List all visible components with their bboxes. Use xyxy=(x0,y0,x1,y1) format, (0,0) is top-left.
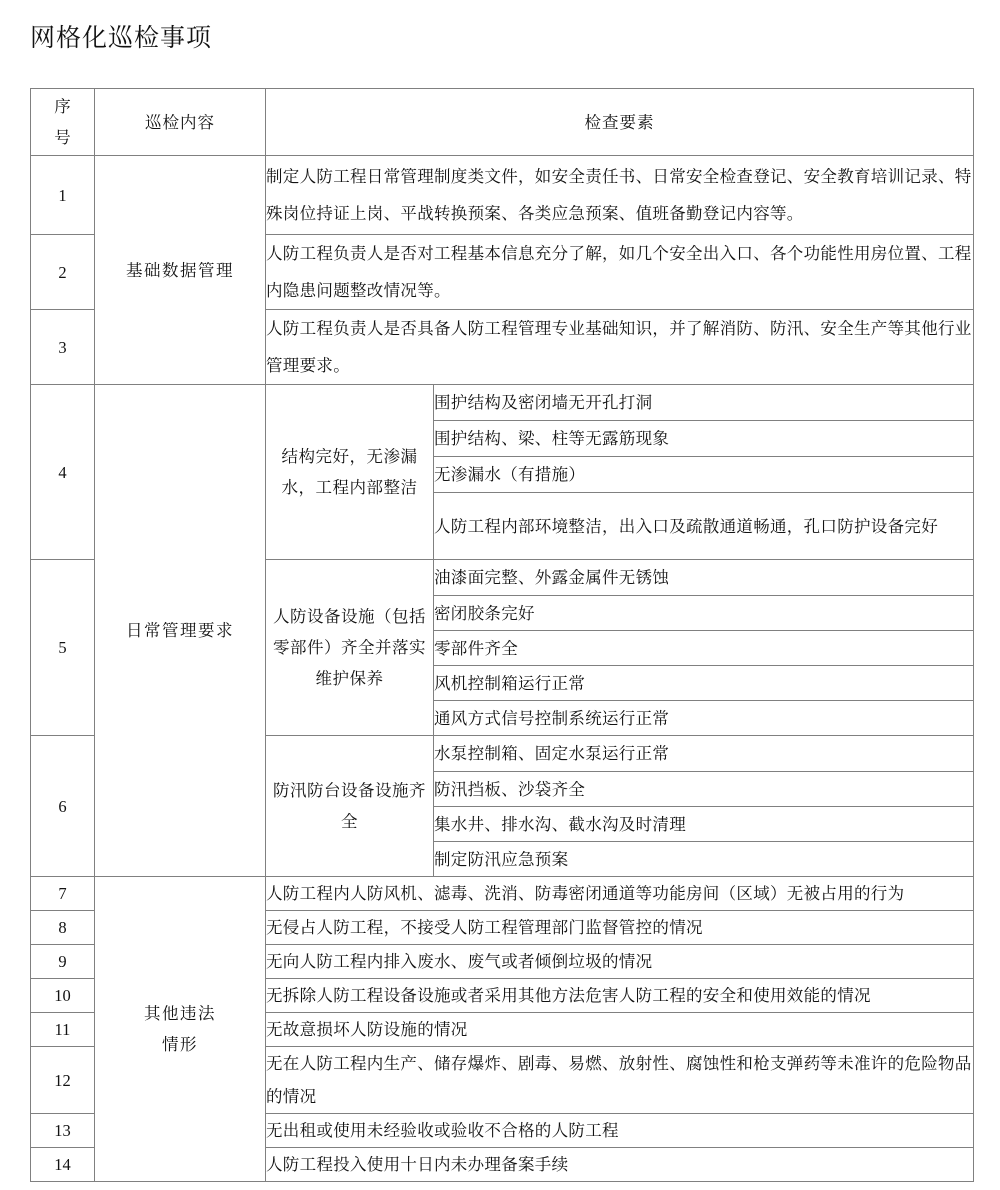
table-row xyxy=(31,156,974,235)
row-number: 9 xyxy=(31,945,95,979)
row-detail: 无侵占人防工程，不接受人防工程管理部门监督管控的情况 xyxy=(266,911,974,945)
row-detail: 人防工程负责人是否具备人防工程管理专业基础知识，并了解消防、防汛、安全生产等其他行业管理要求。 xyxy=(266,310,974,385)
sub-item: 油漆面完整、外露金属件无锈蚀 xyxy=(434,560,974,596)
row-detail: 无故意损坏人防设施的情况 xyxy=(266,1013,974,1047)
column-header-content: 巡检内容 xyxy=(95,89,266,156)
row-number: 4 xyxy=(31,385,95,560)
sub-item: 围护结构及密闭墙无开孔打洞 xyxy=(434,385,974,421)
row-detail: 人防工程内人防风机、滤毒、洗消、防毒密闭通道等功能房间（区域）无被占用的行为 xyxy=(266,877,974,911)
row-detail: 无拆除人防工程设备设施或者采用其他方法危害人防工程的安全和使用效能的情况 xyxy=(266,979,974,1013)
sub-item: 制定防汛应急预案 xyxy=(434,842,974,877)
row-number: 13 xyxy=(31,1114,95,1148)
category-label-line1: 其他违法 xyxy=(144,1004,216,1023)
row-number: 5 xyxy=(31,560,95,736)
sub-item: 人防工程内部环境整洁，出入口及疏散通道畅通，孔口防护设备完好 xyxy=(434,493,974,560)
sub-item: 集水井、排水沟、截水沟及时清理 xyxy=(434,807,974,842)
category-label-other-violations xyxy=(95,877,266,1182)
row-number: 2 xyxy=(31,235,95,310)
row-detail: 无出租或使用未经验收或验收不合格的人防工程 xyxy=(266,1114,974,1148)
row-number: 1 xyxy=(31,156,95,235)
row-detail: 无向人防工程内排入废水、废气或者倾倒垃圾的情况 xyxy=(266,945,974,979)
row-detail: 人防工程投入使用十日内未办理备案手续 xyxy=(266,1148,974,1182)
row-subject: 结构完好，无渗漏水，工程内部整洁 xyxy=(266,385,434,560)
category-label-basic-data: 基础数据管理 xyxy=(95,156,266,385)
category-label-daily-management: 日常管理要求 xyxy=(95,385,266,877)
column-header-no xyxy=(31,89,95,156)
row-number: 7 xyxy=(31,877,95,911)
column-header-no-line1: 序 xyxy=(54,97,71,116)
sub-item: 零部件齐全 xyxy=(434,631,974,666)
row-number: 12 xyxy=(31,1047,95,1114)
table-row xyxy=(31,385,974,421)
row-subject: 防汛防台设备设施齐全 xyxy=(266,736,434,877)
inspection-items-table xyxy=(30,88,974,1182)
page-title: 网格化巡检事项 xyxy=(30,25,213,52)
table-row xyxy=(31,877,974,911)
category-label-line2: 情形 xyxy=(162,1035,198,1054)
column-header-elements: 检查要素 xyxy=(266,89,974,156)
row-number: 8 xyxy=(31,911,95,945)
row-number: 11 xyxy=(31,1013,95,1047)
table-header-row xyxy=(31,89,974,156)
sub-item: 风机控制箱运行正常 xyxy=(434,666,974,701)
row-number: 14 xyxy=(31,1148,95,1182)
sub-item: 无渗漏水（有措施） xyxy=(434,457,974,493)
row-detail: 制定人防工程日常管理制度类文件，如安全责任书、日常安全检查登记、安全教育培训记录、特殊岗位持证上岗、平战转换预案、各类应急预案、值班备勤登记内容等。 xyxy=(266,156,974,235)
row-number: 10 xyxy=(31,979,95,1013)
sub-item: 密闭胶条完好 xyxy=(434,596,974,631)
row-detail: 人防工程负责人是否对工程基本信息充分了解，如几个安全出入口、各个功能性用房位置、工程内隐患问题整改情况等。 xyxy=(266,235,974,310)
sub-item: 水泵控制箱、固定水泵运行正常 xyxy=(434,736,974,772)
column-header-no-line2: 号 xyxy=(54,128,71,147)
row-number: 3 xyxy=(31,310,95,385)
row-detail: 无在人防工程内生产、储存爆炸、剧毒、易燃、放射性、腐蚀性和枪支弹药等未准许的危险物品的情况 xyxy=(266,1047,974,1114)
row-subject: 人防设备设施（包括零部件）齐全并落实维护保养 xyxy=(266,560,434,736)
row-number: 6 xyxy=(31,736,95,877)
sub-item: 防汛挡板、沙袋齐全 xyxy=(434,772,974,807)
sub-item: 围护结构、梁、柱等无露筋现象 xyxy=(434,421,974,457)
sub-item: 通风方式信号控制系统运行正常 xyxy=(434,701,974,736)
